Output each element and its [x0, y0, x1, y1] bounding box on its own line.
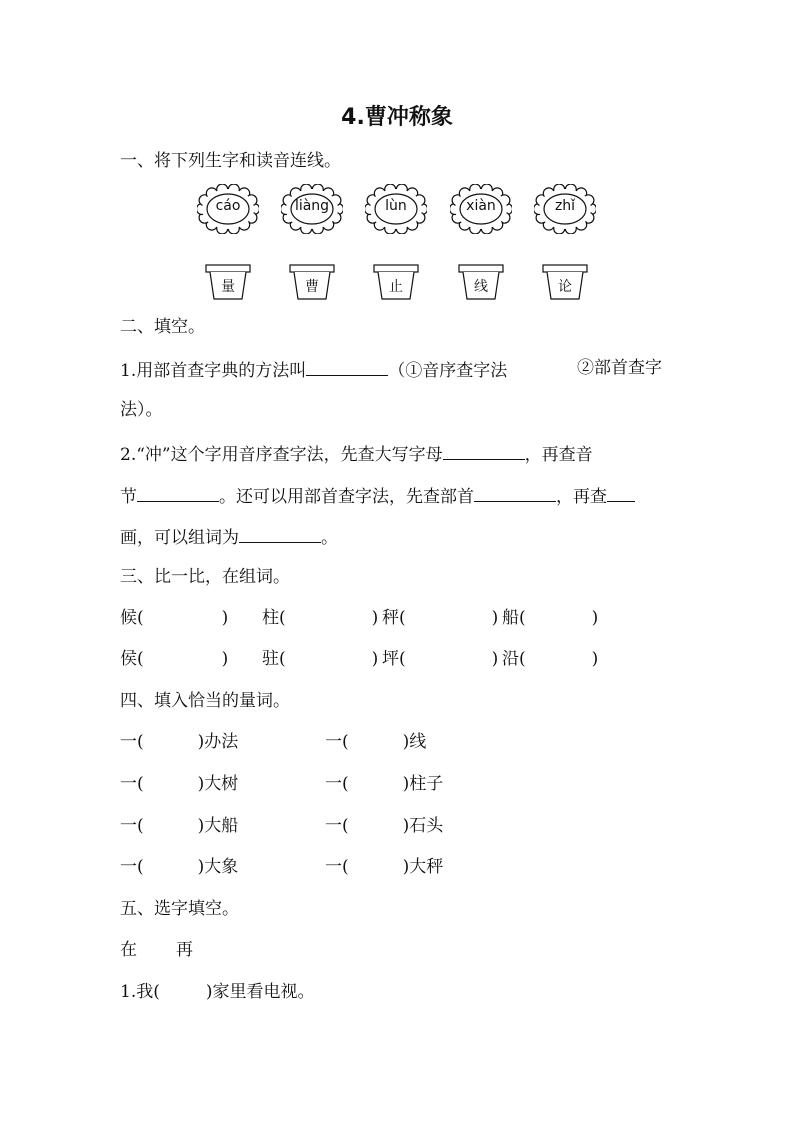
section-3-heading: 三、比一比，在组词。	[120, 567, 290, 587]
compare-char: 秤	[382, 608, 399, 628]
compare-item	[120, 648, 228, 670]
q1-text-a: 1.我(	[120, 982, 160, 1002]
character-pot-2[interactable]	[289, 264, 335, 300]
prefix-one: 一	[120, 774, 137, 794]
prefix-one: 一	[325, 732, 342, 752]
close-paren: )	[402, 774, 410, 794]
noun-text: 大船	[204, 816, 239, 836]
measure-word-item	[120, 856, 238, 878]
choice-option-2: 再	[176, 940, 193, 960]
noun-text: 办法	[204, 732, 239, 752]
q1-text-b: （①音序查字法	[388, 361, 508, 381]
pinyin-label: liàng	[294, 198, 330, 214]
fill-question-2-line-2	[120, 483, 635, 508]
close-paren: )	[371, 608, 379, 628]
q2-text-e: ，再查	[556, 487, 607, 507]
pinyin-flower-1[interactable]	[197, 184, 259, 234]
section-4-heading: 四、填入恰当的量词。	[120, 691, 290, 711]
noun-text: 大树	[204, 774, 239, 794]
open-paren: (	[342, 857, 349, 877]
compare-item	[502, 607, 598, 629]
compare-char: 候	[120, 608, 137, 628]
close-paren: )	[221, 649, 229, 669]
answer-blank[interactable]	[137, 483, 219, 502]
character-label: 曹	[305, 279, 319, 295]
answer-blank[interactable]	[306, 357, 388, 376]
q2-text-c: 节	[120, 487, 137, 507]
open-paren: (	[399, 608, 406, 628]
measure-word-item	[120, 773, 238, 795]
section-2-heading: 二、填空。	[120, 317, 205, 337]
noun-text: 石头	[409, 816, 444, 836]
close-paren: )	[591, 649, 599, 669]
measure-word-item	[325, 815, 443, 837]
prefix-one: 一	[120, 857, 137, 877]
compare-item	[262, 607, 378, 629]
compare-item	[120, 607, 228, 629]
compare-item	[502, 648, 598, 670]
character-label: 论	[558, 279, 572, 295]
section-5-heading: 五、选字填空。	[120, 899, 239, 919]
compare-char: 船	[502, 608, 519, 628]
q2-text-d: 。还可以用部首查字法，先查部首	[219, 487, 474, 507]
compare-char: 侯	[120, 649, 137, 669]
close-paren: )	[402, 857, 410, 877]
measure-word-item	[120, 731, 238, 753]
pinyin-label: xiàn	[466, 198, 496, 214]
close-paren: )	[197, 774, 205, 794]
open-paren: (	[342, 816, 349, 836]
section-1-heading: 一、将下列生字和读音连线。	[120, 151, 341, 171]
noun-text: 柱子	[409, 774, 444, 794]
q1-text-a: 1.用部首查字典的方法叫	[120, 361, 307, 381]
q1-text-b: )家里看电视。	[205, 982, 315, 1002]
answer-blank[interactable]	[443, 441, 525, 460]
choice-option-1: 在	[120, 940, 137, 960]
measure-word-item	[120, 815, 238, 837]
close-paren: )	[197, 857, 205, 877]
character-pot-4[interactable]	[458, 264, 504, 300]
noun-text: 大象	[204, 857, 239, 877]
compare-item	[382, 607, 498, 629]
open-paren: (	[137, 649, 144, 669]
noun-text: 线	[409, 732, 427, 752]
prefix-one: 一	[325, 816, 342, 836]
noun-text: 大秤	[409, 857, 444, 877]
close-paren: )	[491, 608, 499, 628]
prefix-one: 一	[120, 732, 137, 752]
close-paren: )	[197, 816, 205, 836]
close-paren: )	[402, 732, 410, 752]
pinyin-flower-3[interactable]	[365, 184, 427, 234]
page-title: 4.曹冲称象	[341, 105, 453, 130]
q2-text-b: ，再查音	[524, 445, 593, 465]
measure-word-item	[325, 773, 443, 795]
prefix-one: 一	[325, 774, 342, 794]
open-paren: (	[519, 649, 526, 669]
open-paren: (	[399, 649, 406, 669]
close-paren: )	[591, 608, 599, 628]
pinyin-flower-5[interactable]	[534, 184, 596, 234]
open-paren: (	[137, 774, 144, 794]
compare-char: 驻	[262, 649, 279, 669]
answer-blank[interactable]	[239, 524, 321, 543]
compare-item	[382, 648, 498, 670]
compare-char: 坪	[382, 649, 399, 669]
q1-text-c: ②部首查字	[577, 358, 662, 378]
character-pot-1[interactable]	[205, 264, 251, 300]
open-paren: (	[137, 816, 144, 836]
q2-text-g: 。	[321, 528, 338, 548]
fill-question-2-line-3	[120, 524, 338, 549]
open-paren: (	[342, 732, 349, 752]
pinyin-label: zhǐ	[554, 198, 576, 214]
select-question-1	[120, 981, 315, 1003]
prefix-one: 一	[120, 816, 137, 836]
open-paren: (	[279, 649, 286, 669]
character-label: 线	[474, 279, 488, 295]
open-paren: (	[137, 608, 144, 628]
pinyin-label: lùn	[385, 198, 407, 214]
pinyin-flower-4[interactable]	[450, 184, 512, 234]
character-label: 量	[221, 279, 235, 295]
compare-char: 沿	[502, 649, 519, 669]
open-paren: (	[137, 732, 144, 752]
close-paren: )	[197, 732, 205, 752]
open-paren: (	[137, 857, 144, 877]
compare-char: 柱	[262, 608, 279, 628]
close-paren: )	[491, 649, 499, 669]
fill-question-1	[120, 357, 507, 382]
answer-blank[interactable]	[607, 483, 635, 502]
pinyin-flower-2[interactable]	[281, 184, 343, 234]
character-pot-3[interactable]	[373, 264, 419, 300]
open-paren: (	[519, 608, 526, 628]
q2-text-a: 2.“冲”这个字用音序查字法，先查大写字母	[120, 445, 443, 465]
q2-text-f: 画，可以组词为	[120, 528, 239, 548]
open-paren: (	[279, 608, 286, 628]
fill-question-2-line-1	[120, 441, 593, 466]
answer-blank[interactable]	[474, 483, 556, 502]
close-paren: )	[402, 816, 410, 836]
close-paren: )	[371, 649, 379, 669]
character-pot-5[interactable]	[542, 264, 588, 300]
measure-word-item	[325, 856, 443, 878]
character-label: 止	[389, 279, 403, 295]
prefix-one: 一	[325, 857, 342, 877]
compare-item	[262, 648, 378, 670]
measure-word-item	[325, 731, 426, 753]
open-paren: (	[342, 774, 349, 794]
pinyin-label: cáo	[215, 198, 241, 214]
close-paren: )	[221, 608, 229, 628]
q1-text-d: 法）。	[120, 400, 163, 420]
